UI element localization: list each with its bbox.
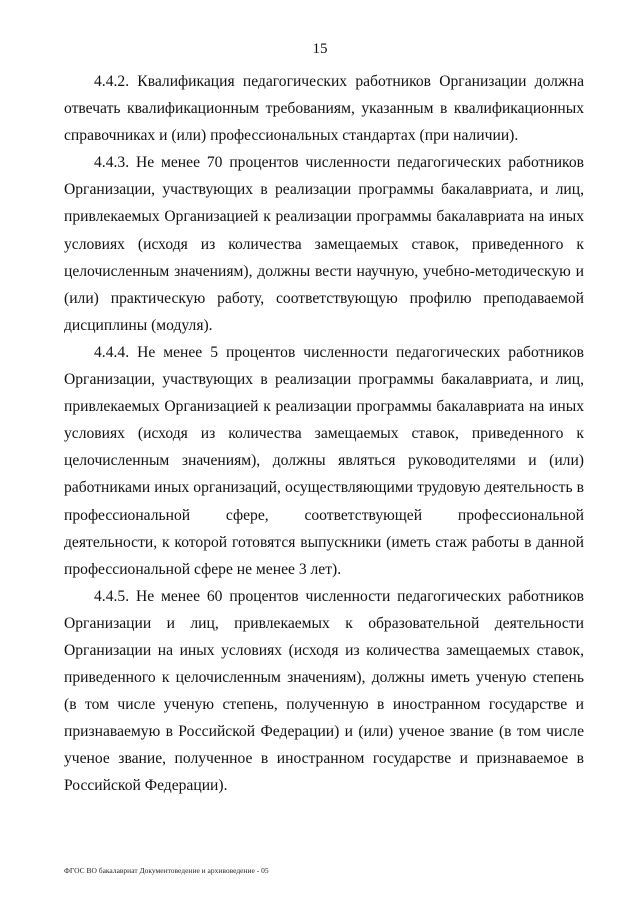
paragraph-4-4-5: 4.4.5. Не менее 60 процентов численности педагогических работников Организации и лиц, привлекаемых к образовательной деятельности Организации на иных условиях (исходя из количества замещаемых ставок, приведенного к целочисленным значениям), должны иметь ученую степень (в том числе ученую степень, полученную в иностранном государстве и признаваемую в Российской Федерации) и (или) ученое звание (в том числе ученое звание, полученное в иностранном государстве и признаваемое в Российской Федерации).: [64, 587, 584, 795]
document-body: [64, 68, 584, 800]
paragraph-4-4-3: 4.4.3. Не менее 70 процентов численности педагогических работников Организации, участвующих в реализации программы бакалавриата, и лиц, привлекаемых Организацией к реализации программы бакалавриата на иных условиях (исходя из количества замещаемых ставок, приведенного к целочисленным значениям), должны вести научную, учебно-методическую и (или) практическую работу, соответствующую профилю преподаваемой дисциплины (модуля).: [64, 154, 584, 334]
paragraph-4-4-4: 4.4.4. Не менее 5 процентов численности педагогических работников Организации, участвующих в реализации программы бакалавриата, и лиц, привлекаемых Организацией к реализации программы бакалавриата на иных условиях (исходя из количества замещаемых ставок, приведенного к целочисленным значениям), должны являться руководителями и (или) работниками иных организаций, осуществляющими трудовую деятельность в профессиональной сфере, соответствующей профессиональной деятельности, к которой готовятся выпускники (иметь стаж работы в данной профессиональной сфере не менее 3 лет).: [64, 343, 584, 578]
page-number: 15: [312, 41, 328, 57]
paragraph-4-4-2: 4.4.2. Квалификация педагогических работников Организации должна отвечать квалификационным требованиям, указанным в квалификационных справочниках и (или) профессиональных стандартах (при наличии).: [64, 73, 584, 145]
page-footer: ФГОС ВО бакалавриат Документоведение и архивоведение - 05: [64, 866, 269, 875]
